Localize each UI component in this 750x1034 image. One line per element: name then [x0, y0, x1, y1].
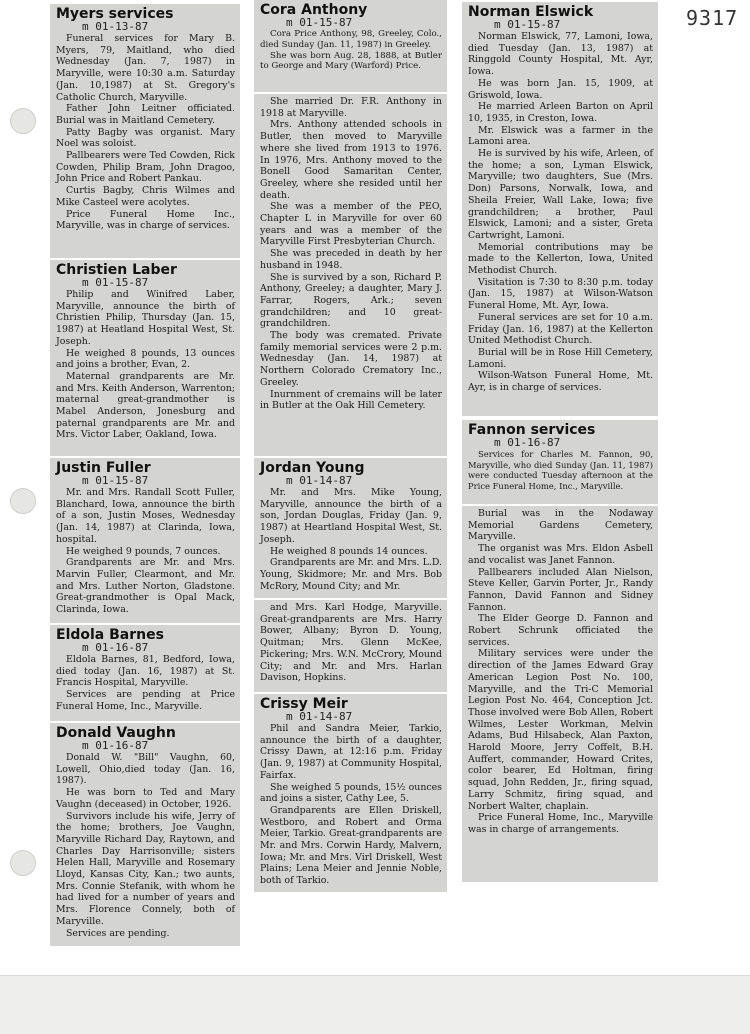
- clipping-paragraph: Funeral services for Mary B. Myers, 79, Maitland, who died Wednesday (Jan. 7, 1987) in Maryville, were 10:30 a.m. Saturday (Jan. 10,1987) at St. Gregory's Catholic Church, Maryville.: [56, 33, 235, 103]
- clipping-paragraph: Mrs. Anthony attended schools in Butler, then moved to Maryville where she lived from 1913 to 1976. In 1976, Mrs. Anthony moved to the Bonell Good Samaritan Center, Greeley, where she resided until her death.: [260, 119, 442, 201]
- clipping-headline: Norman Elswick: [468, 4, 594, 20]
- clipping-headline: Justin Fuller: [56, 460, 151, 476]
- clipping-paragraph: She married Dr. F.R. Anthony in 1918 at Maryville.: [260, 96, 442, 119]
- handwritten-date: m 01-15-87: [286, 16, 353, 29]
- clipping-headline: Jordan Young: [260, 460, 365, 476]
- clipping-paragraph: Burial will be in Rose Hill Cemetery, Lamoni.: [468, 346, 653, 370]
- clipping-headline: Myers services: [56, 6, 174, 22]
- handwritten-date: m 01-16-87: [82, 641, 149, 654]
- clipping-fannon-continued: [462, 506, 658, 882]
- clipping-paragraph: He is survived by his wife, Arleen, of the home; a son, Lyman Elswick, Maryville; two daughters, Sue (Mrs. Don) Parsons, Norwalk, Iowa, and Sheila Freier, Wall Lake, Iowa; five grandchildren; a brother, Paul Elswick, Lamoni; and a sister, Greta Cartwright, Lamoni.: [468, 148, 653, 241]
- clipping-headline: Eldola Barnes: [56, 627, 164, 643]
- clipping-paragraph: Mr. Elswick was a farmer in the Lamoni area.: [468, 124, 653, 148]
- clipping-headline: Crissy Meir: [260, 696, 348, 712]
- clipping-paragraph: Military services were under the direction of the James Edward Gray American Legion Post No. 100, Maryville, and the Tri-C Memorial Legion Post No. 464, Conception Jct. Those involved were Bob Allen, Robert Wilmes, Lester Workman, Melvin Adams, Bud Hilsabeck, Alan Paxton, Harold Moore, Jerry Coffelt, B.H. Auffert, commander, Howard Crites, color bearer, Ed Holtman, firing squad, John Redden, Jr., firing squad, Larry Schmitz, firing squad, and Norbert Walter, chaplain.: [468, 648, 653, 812]
- clipping-paragraph: He was born Jan. 15, 1909, at Griswold, Iowa.: [468, 77, 653, 101]
- clipping-vaughn: [50, 723, 240, 946]
- clipping-paragraph: She was born Aug. 28, 1888, at Butler to George and Mary (Warford) Price.: [260, 50, 442, 72]
- clipping-headline: Donald Vaughn: [56, 725, 176, 741]
- clipping-paragraph: Price Funeral Home Inc., Maryville, was in charge of services.: [56, 208, 235, 232]
- clipping-headline: Fannon services: [468, 422, 596, 438]
- clipping-paragraph: Pallbearers were Ted Cowden, Rick Cowden, Philip Bram, John Dragoo, John Price and Robert Pankau.: [56, 150, 235, 185]
- clipping-fuller: [50, 458, 240, 623]
- clipping-paragraph: Wilson-Watson Funeral Home, Mt. Ayr, is in charge of services.: [468, 370, 653, 394]
- clipping-paragraph: He weighed 8 pounds, 13 ounces and joins a brother, Evan, 2.: [56, 347, 235, 371]
- clipping-paragraph: Norman Elswick, 77, Lamoni, Iowa, died Tuesday (Jan. 13, 1987) at Ringgold County Hospital, Mt. Ayr, Iowa.: [468, 31, 653, 78]
- handwritten-date: m 01-14-87: [286, 474, 353, 487]
- clipping-paragraph: Visitation is 7:30 to 8:30 p.m. today (Jan. 15, 1987) at Wilson-Watson Funeral Home, Mt. Ayr, Iowa.: [468, 276, 653, 312]
- clipping-paragraph: The Elder George D. Fannon and Robert Schrunk officiated the services.: [468, 613, 653, 648]
- handwritten-date: m 01-15-87: [82, 276, 149, 289]
- scanner-bed: [0, 975, 750, 1034]
- clipping-paragraph: Philip and Winifred Laber, Maryville, announce the birth of Christien Philip, Thursday (Jan. 15, 1987) at Heatland Hospital West, St. Joseph.: [56, 289, 235, 347]
- clipping-paragraph: Memorial contributions may be made to the Kellerton, Iowa, United Methodist Church.: [468, 241, 653, 277]
- clipping-paragraph: Services are pending at Price Funeral Home, Inc., Maryville.: [56, 689, 235, 712]
- clipping-paragraph: Services for Charles M. Fannon, 90, Maryville, who died Sunday (Jan. 11, 1987) were conducted Tuesday afternoon at the Price Funeral Home, Inc., Maryville.: [468, 449, 653, 491]
- clipping-paragraph: Father John Leitner officiated. Burial was in Maitland Cemetery.: [56, 103, 235, 126]
- handwritten-date: m 01-16-87: [494, 436, 561, 449]
- clipping-paragraph: Phil and Sandra Meier, Tarkio, announce the birth of a daughter, Crissy Dawn, at 12:16 p.m. Friday (Jan. 9, 1987) at Community Hospital, Fairfax.: [260, 723, 442, 781]
- clipping-paragraph: Donald W. "Bill" Vaughn, 60, Lowell, Ohio,died today (Jan. 16, 1987).: [56, 752, 235, 787]
- clipping-paragraph: He married Arleen Barton on April 10, 1935, in Creston, Iowa.: [468, 101, 653, 124]
- clipping-paragraph: She is survived by a son, Richard P. Anthony, Greeley; a daughter, Mary J. Farrar, Rogers, Ark.; seven grandchildren; and 10 great-grandchildren.: [260, 271, 442, 330]
- clipping-paragraph: She weighed 5 pounds, 15½ ounces and joins a sister, Cathy Lee, 5.: [260, 781, 442, 805]
- clipping-paragraph: Eldola Barnes, 81, Bedford, Iowa, died today (Jan. 16, 1987) at St. Francis Hospital, Maryville.: [56, 654, 235, 689]
- clipping-paragraph: Maternal grandparents are Mr. and Mrs. Keith Anderson, Warrenton; maternal great-grandmother is Mabel Anderson, Jonesburg and paternal grandparents are Mr. and Mrs. Victor Laber, Oakland, Iowa.: [56, 370, 235, 441]
- page-number: 9317: [686, 6, 739, 30]
- clipping-headline: Christien Laber: [56, 262, 177, 278]
- clipping-paragraph: The organist was Mrs. Eldon Asbell and vocalist was Janet Fannon.: [468, 543, 653, 566]
- clipping-fannon-top: [462, 420, 658, 504]
- handwritten-date: m 01-16-87: [82, 739, 149, 752]
- clipping-paragraph: Inurnment of cremains will be later in Butler at the Oak Hill Cemetery.: [260, 388, 442, 412]
- handwritten-date: m 01-14-87: [286, 710, 353, 723]
- clipping-paragraph: Mr. and Mrs. Mike Young, Maryville, announce the birth of a son, Jordan Douglas, Friday (Jan. 9, 1987) at Heartland Hospital West, St. Joseph.: [260, 487, 442, 545]
- clipping-headline: Cora Anthony: [260, 2, 368, 18]
- clipping-paragraph: Funeral services are set for 10 a.m. Friday (Jan. 16, 1987) at the Kellerton United Methodist Church.: [468, 311, 653, 347]
- binder-hole: [10, 108, 36, 134]
- clipping-young-continued: [254, 600, 447, 692]
- clipping-paragraph: Cora Price Anthony, 98, Greeley, Colo., died Sunday (Jan. 11, 1987) in Greeley.: [260, 29, 442, 50]
- clipping-paragraph: Curtis Bagby, Chris Wilmes and Mike Casteel were acolytes.: [56, 185, 235, 208]
- clipping-paragraph: He weighed 9 pounds, 7 ounces.: [66, 545, 221, 557]
- clipping-paragraph: Burial was in the Nodaway Memorial Gardens Cemetery, Maryville.: [468, 508, 653, 543]
- clipping-paragraph: Pallbearers included Alan Nielson, Steve Keller, Garvin Porter, Jr., Randy Fannon, David Fannon and Sidney Fannon.: [468, 566, 653, 613]
- clipping-paragraph: and Mrs. Karl Hodge, Maryville. Great-grandparents are Mrs. Harry Bower, Albany; Byron D. Young, Quitman; Mrs. Glenn McKee, Pickering; Mrs. W.N. McCrory, Mound City; and Mr. and Mrs. Harlan Davison, Hopkins.: [260, 602, 442, 684]
- clipping-young: [254, 458, 447, 598]
- clipping-paragraph: She was preceded in death by her husband in 1948.: [260, 248, 442, 271]
- handwritten-date: m 01-13-87: [82, 20, 149, 33]
- clipping-paragraph: Survivors include his wife, Jerry of the home; brothers, Joe Vaughn, Maryville Richard Day, Raytown, and Charles Day Harrisonville; sisters Helen Hall, Maryville and Rosemary Lloyd, Kansas City, Kan.; two aunts, Mrs. Connie Stefanik, with whom he had lived for a number of years and Mrs. Florence Connely, both of Maryville.: [56, 810, 235, 927]
- binder-hole: [10, 850, 36, 876]
- clipping-anthony-top: [254, 0, 447, 92]
- clipping-paragraph: Grandparents are Mr. and Mrs. L.D. Young, Skidmore; Mr. and Mrs. Bob McRory, Mound City; and Mr.: [260, 557, 442, 592]
- clipping-paragraph: Grandparents are Ellen Driskell, Westboro, and Robert and Orma Meier, Tarkio. Great-grandparents are Mr. and Mrs. Corwin Hardy, Malvern, Iowa; Mr. and Mrs. Virl Driskell, West Plains; Lena Meier and Jennie Noble, both of Tarkio.: [260, 804, 442, 887]
- binder-hole: [10, 488, 36, 514]
- clipping-elswick: [462, 2, 658, 416]
- clipping-laber: [50, 260, 240, 456]
- clipping-barnes: [50, 625, 240, 721]
- clipping-anthony-continued: [254, 94, 447, 456]
- handwritten-date: m 01-15-87: [82, 474, 149, 487]
- clipping-paragraph: Grandparents are Mr. and Mrs. Marvin Fuller, Clearmont, and Mr. and Mrs. Luther Norton, Gladstone. Great-grandmother is Opal Mack, Clarinda, Iowa.: [56, 557, 235, 616]
- clipping-paragraph: He weighed 8 pounds 14 ounces.: [270, 545, 428, 557]
- clipping-paragraph: Services are pending.: [66, 927, 170, 939]
- clipping-meier: [254, 694, 447, 892]
- clipping-paragraph: Patty Bagby was organist. Mary Noel was soloist.: [56, 126, 235, 150]
- clipping-paragraph: Price Funeral Home, Inc., Maryville was in charge of arrangements.: [468, 812, 653, 835]
- handwritten-date: m 01-15-87: [494, 18, 561, 31]
- clipping-paragraph: Mr. and Mrs. Randall Scott Fuller, Blanchard, Iowa, announce the birth of a son, Justin Moses, Wednesday (Jan. 14, 1987) at Clarinda, Iowa, hospital.: [56, 487, 235, 545]
- clipping-paragraph: The body was cremated. Private family memorial services were 2 p.m. Wednesday (Jan. 14, 1987) at Northern Colorado Crematory Inc., Greeley.: [260, 330, 442, 388]
- clipping-paragraph: She was a member of the PEO, Chapter L in Maryville for over 60 years and was a member of the Maryville First Presbyterian Church.: [260, 201, 442, 248]
- clipping-myers: [50, 4, 240, 258]
- clipping-paragraph: He was born to Ted and Mary Vaughn (deceased) in October, 1926.: [56, 787, 235, 810]
